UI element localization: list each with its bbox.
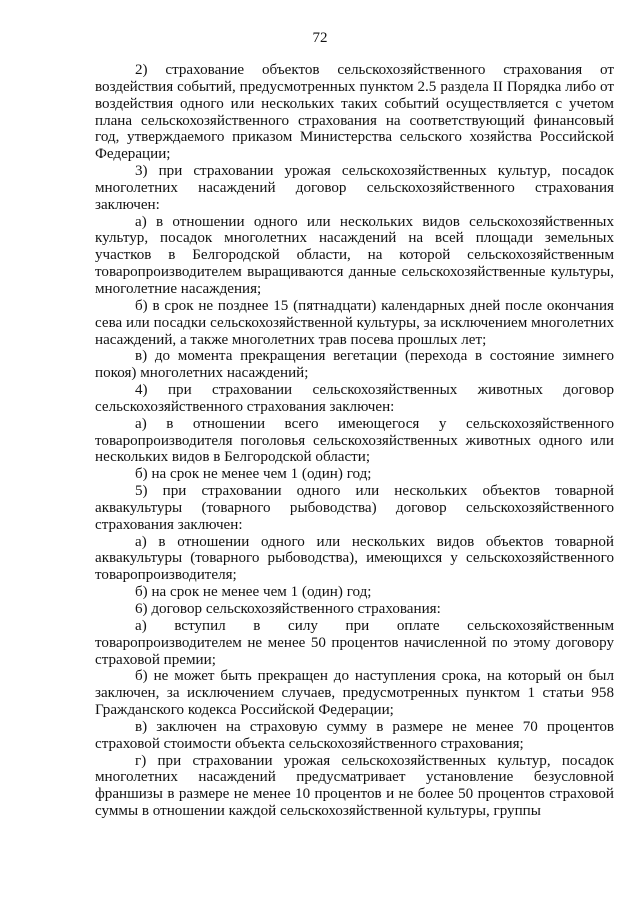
paragraph-3v: в) до момента прекращения вегетации (перехода в состояние зимнего покоя) многолетних насаждений; bbox=[95, 348, 614, 382]
paragraph-6a: а) вступил в силу при оплате сельскохозяйственным товаропроизводителем не менее 50 процентов начисленной по этому договору страховой премии; bbox=[95, 617, 614, 668]
paragraph-4a: а) в отношении всего имеющегося у сельскохозяйственного товаропроизводителя поголовья сельскохозяйственных животных одного или нескольких видов в Белгородской области; bbox=[95, 415, 614, 466]
paragraph-3a: а) в отношении одного или нескольких видов сельскохозяйственных культур, посадок многолетних насаждений на всей площади земельных участков в Белгородской области, на которой сельскохозяйственным товаропроизводителем выращиваются данные сельскохозяйственные культуры, многолетние насаждения; bbox=[95, 213, 614, 297]
paragraph-3b: б) в срок не позднее 15 (пятнадцати) календарных дней после окончания сева или посадки сельскохозяйственной культуры, за исключением многолетних насаждений, а также многолетних трав посева прошлых лет; bbox=[95, 297, 614, 348]
paragraph-2: 2) страхование объектов сельскохозяйственного страхования от воздействия событий, предусмотренных пунктом 2.5 раздела II Порядка либо от воздействия одного или нескольких таких событий осуществляется с учетом плана сельскохозяйственного страхования на соответствующий финансовый год, утверждаемого приказом Министерства сельского хозяйства Российской Федерации; bbox=[95, 62, 614, 163]
paragraph-6g: г) при страховании урожая сельскохозяйственных культур, посадок многолетних насаждений предусматривает установление безусловной франшизы в размере не менее 10 процентов и не более 50 процентов страховой суммы в отношении каждой сельскохозяйственной культуры, группы bbox=[95, 752, 614, 820]
paragraph-4b: б) на срок не менее чем 1 (один) год; bbox=[135, 466, 372, 483]
page-number: 72 bbox=[312, 30, 328, 46]
paragraph-5a: а) в отношении одного или нескольких видов объектов товарной аквакультуры (товарного рыбоводства), имеющихся у сельскохозяйственного товаропроизводителя; bbox=[95, 533, 614, 584]
paragraph-5b: б) на срок не менее чем 1 (один) год; bbox=[135, 584, 372, 601]
paragraph-6b: б) не может быть прекращен до наступления срока, на который он был заключен, за исключением случаев, предусмотренных пунктом 1 статьи 958 Гражданского кодекса Российской Федерации; bbox=[95, 668, 614, 719]
document-body bbox=[95, 62, 614, 820]
paragraph-6v: в) заключен на страховую сумму в размере не менее 70 процентов страховой стоимости объекта сельскохозяйственного страхования; bbox=[95, 718, 614, 752]
paragraph-6: 6) договор сельскохозяйственного страхования: bbox=[135, 601, 441, 617]
paragraph-4: 4) при страховании сельскохозяйственных животных договор сельскохозяйственного страхования заключен: bbox=[95, 382, 614, 415]
paragraph-3: 3) при страховании урожая сельскохозяйственных культур, посадок многолетних насаждений договор сельскохозяйственного страхования заключен: bbox=[95, 163, 614, 213]
paragraph-5: 5) при страховании одного или нескольких объектов товарной аквакультуры (товарного рыбоводства) договор сельскохозяйственного страхования заключен: bbox=[95, 483, 614, 533]
